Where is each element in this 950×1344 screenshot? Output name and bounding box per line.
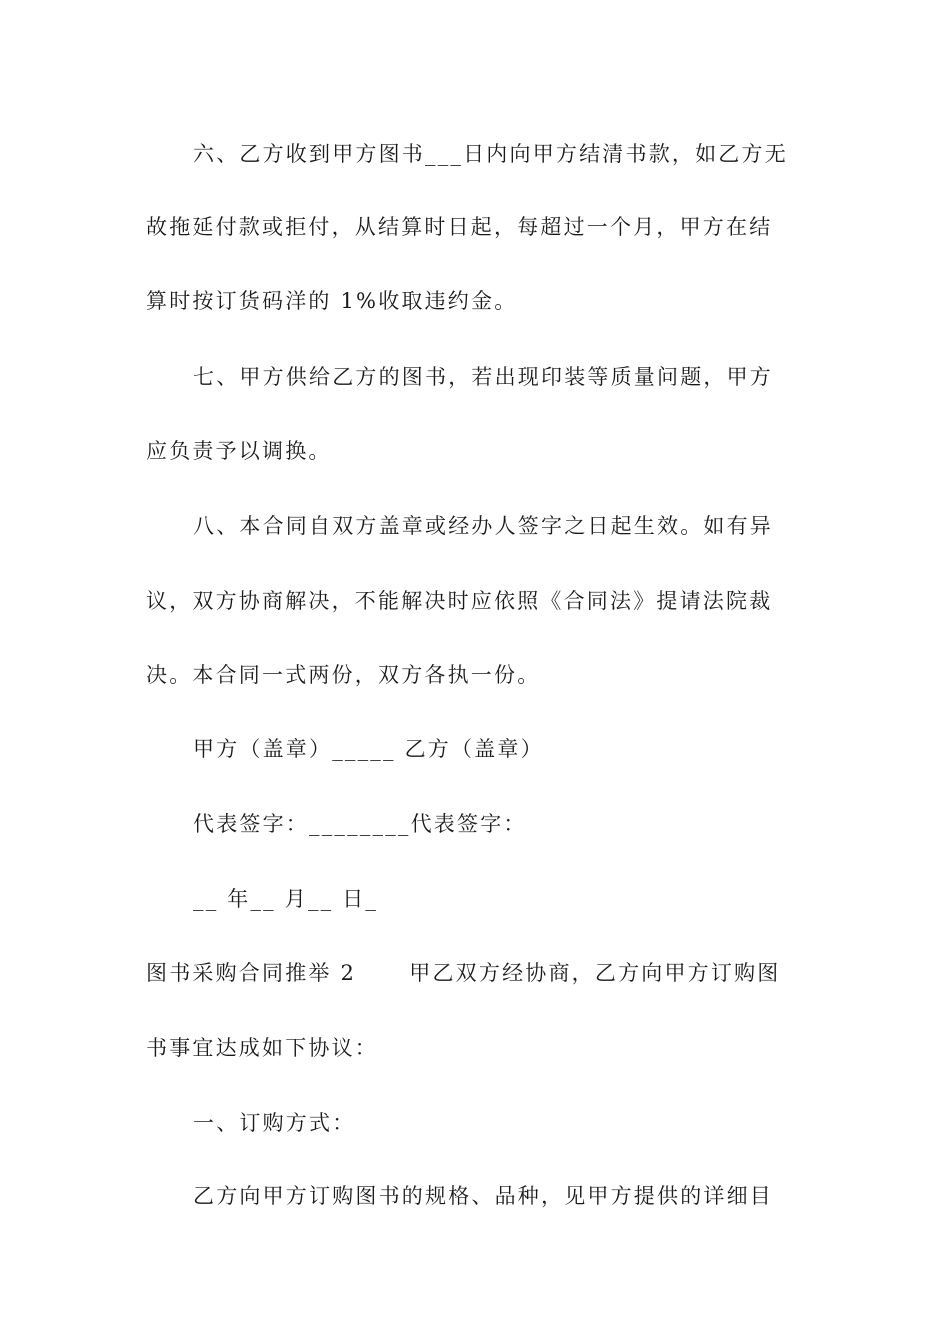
clause-6-line-1: 六、乙方收到甲方图书___日内向甲方结清书款，如乙方无 bbox=[193, 142, 788, 166]
clause-6-line-2: 故拖延付款或拒付，从结算时日起，每超过一个月，甲方在结 bbox=[146, 215, 773, 239]
party-seal-line: 甲方（盖章）_____ 乙方（盖章） bbox=[193, 737, 544, 761]
clause-1-heading: 一、订购方式： bbox=[193, 1111, 356, 1135]
clause-1-line-1: 乙方向甲方订购图书的规格、品种，见甲方提供的详细目 bbox=[193, 1184, 773, 1208]
clause-7-line-1: 七、甲方供给乙方的图书，若出现印装等质量问题，甲方 bbox=[193, 365, 773, 389]
date-line: __ 年__ 月__ 日_ bbox=[193, 887, 379, 911]
clause-6-line-3: 算时按订货码洋的 1%收取违约金。 bbox=[146, 289, 518, 313]
clause-8-line-1: 八、本合同自双方盖章或经办人签字之日起生效。如有异 bbox=[193, 514, 773, 538]
agreement-intro-line: 书事宜达成如下协议： bbox=[146, 1036, 378, 1060]
clause-8-line-2: 议，双方协商解决，不能解决时应依照《合同法》提请法院裁 bbox=[146, 589, 773, 613]
representative-signature-line: 代表签字：________代表签字： bbox=[193, 812, 527, 836]
section-heading-line: 图书采购合同推举 2 甲乙双方经协商，乙方向甲方订购图 bbox=[146, 961, 781, 985]
clause-7-line-2: 应负责予以调换。 bbox=[146, 439, 332, 463]
clause-8-line-3: 决。本合同一式两份，双方各执一份。 bbox=[146, 663, 541, 687]
